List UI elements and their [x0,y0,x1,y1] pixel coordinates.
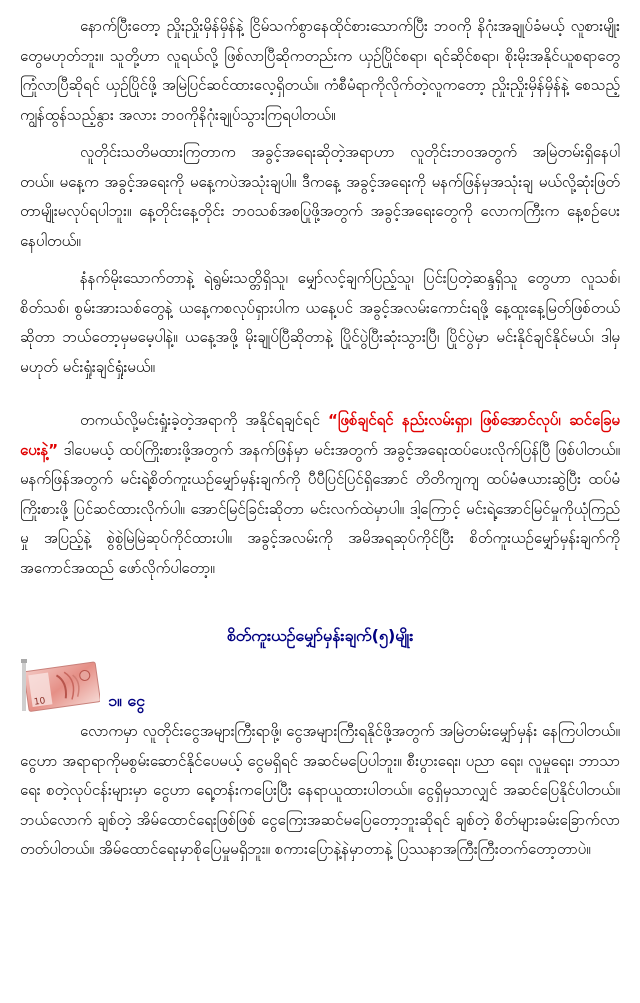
highlight-quote: “ဖြစ်ချင်ရင် နည်းလမ်းရှာ၊ ဖြစ်အောင်လုပ်၊ ဆင်ခြေမပေးနဲ့” [20,411,620,459]
paragraph-2: လူတိုင်းသတိမထားကြတာက အခွင့်အရေးဆိုတဲ့အရာဟာ လူတိုင်းဘဝအတွက် အမြဲတမ်းရှိနေပါတယ်။ မနေ့က အခွင့်အရေးကို မနေ့ကပဲအသုံးချပါ။ ဒီကနေ့ အခွင့်အရေးကို မနက်ဖြန်မှအသုံးချ မယ်လို့ဆုံးဖြတ်တာမျိုးမလုပ်ရပါဘူး။ နေ့တိုင်းနေ့တိုင်း ဘဝသစ်အစပြုဖို့အတွက် အခွင့်အရေးတွေကို လောကကြီးက နေ့စဉ်ပေးနေပါတယ်။ [20,143,620,250]
paragraph-3: နံနက်မိုးသောက်တာနဲ့ ရဲရွမ်းသတ္တိရှိသူ၊ မျှော်လင့်ချက်ပြည့်သူ၊ ပြင်းပြတဲ့ဆန္ဒရှိသူ တွေဟာ လူသစ်၊ စိတ်သစ်၊ စွမ်းအားသစ်တွေနဲ့ ယနေ့ကစလုပ်ရှားပါက ယနေ့ပင် အခွင့်အလမ်းကောင်းရဖို့ နေ့ထူးနေ့မြတ်ဖြစ်တယ်ဆိုတာ ဘယ်တော့မှမမေ့ပါနဲ့။ ယနေ့အဖို့ မိုးချုပ်ပြီဆိုတာနဲ့ ပြိုင်ပွဲပြီးဆုံးသွားပြီ၊ ပြိုင်ပွဲမှာ မင်းနိုင်ချင်နိုင်မယ်၊ ဒါမှမဟုတ် မင်းရှုံးချင်ရှုံးမယ်။ [20,269,620,376]
item-1-paragraph: လောကမှာ လူတိုင်းငွေအများကြီးရာဖို့၊ ငွေအများကြီးရနိုင်ဖို့အတွက် အမြဲတမ်းမျှော်မှန်း နေကြပါတယ်။ ငွေဟာ အရာရာကိုမစွမ်းဆောင်နိုင်ပေမယ့် ငွေမရှိရင် အဆင်မပြေပါဘူး။ စီးပွားရေး၊ ပညာ ရေး၊ လူမှုရေး၊ ဘာသာရေး စတဲ့လုပ်ငန်းများမှာ ငွေဟာ ရေ့တန်းကပြေးပြီး နေရာယူထားပါတယ်။ ငွေရှိမှသာလျှင် အဆင်ပြေနိုင်ပါတယ်။ ဘယ်လောက် ချစ်တဲ့ အိမ်ထောင်ရေးဖြစ်ဖြစ် ငွေကြေးအဆင်မပြေတော့ဘူးဆိုရင် ချစ်တဲ့ စိတ်များခမ်းခြောက်လာတတ်ပါတယ်။ အိမ်ထောင်ရေးမှာစိုပြေမှုမရှိဘူး။ စကားပြောနဲ့နဲမှာတာနဲ့ ပြဿနာအကြီးကြီးတက်တော့တာပဲ။ [20,722,620,858]
paragraph-4 [20,406,620,583]
euro-banknote-image [20,657,100,715]
item-1-header [20,655,620,715]
paragraph-1: နောက်ပြီးတော့ ညှိုးညှိုးမှိန်မှိန်နဲ့ ငြိမ်သက်စွာနေထိုင်စားသောက်ပြီး ဘဝကို နိဂုံးအချုပ်ခံမယ့် လူစားမျိုးတွေမဟုတ်ဘူး။ သူတို့ဟာ လူရယ်လို့ ဖြစ်လာပြီဆိုကတည်းက ယှဉ်ပြိုင်စရာ၊ ရင်ဆိုင်စရာ၊ စိုးမိုးအနိုင်ယူစရာတွေ ကြုံလာပြီဆိုရင် ယှဉ်ပြိုင်ဖို့ အမြဲပြင်ဆင်ထားလေ့ရှိတယ်။ ကံစီမံရာကိုလိုက်တဲ့လူကတော့ ညှိုးညှိုးမှိန်မှိန်နဲ့ စေသည့်ကျွန်ထွန်သည့်နွား အလား ဘဝကိုနိဂုံးချုပ်သွားကြရပါတယ်။ [20,17,620,124]
paragraph-4-body: ထပ်ကြိုးစားဖို့အတွက် အနက်ဖြန်မှာ မင်းအတွက် အခွင့်အရေးထပ်ပေးလိုက်ပြန်ပြီ ဖြစ်ပါတယ်။ မနက်ဖြန်အတွက် မင်းရဲ့စိတ်ကူးယဉ်မျှော်မှန်းချက်ကို ပီပီပြင်ပြင်ရှိအောင် တိတိကျကျ ထပ်မံဇယားဆွဲပြီး ထပ်မံကြိုးစားဖို့ ပြင်ဆင်ထားလိုက်ပါ။ အောင်မြင်ခြင်းဆိုတာ မင်းလက်ထဲမှာပါ။ ဒါ့ကြောင့် မင်းရဲ့အောင်မြင်မှုကိုယုံကြည်မှု အပြည့်နဲ့ စွဲစွဲမြဲမြဲဆုပ်ကိုင်ထားပါ။ အခွင့်အလမ်းကို အမိအရဆုပ်ကိုင်ပြီး စိတ်ကူးယဉ်မျှော်မှန်းချက်ကို အကောင်အထည် ဖော်လိုက်ပါတော့။ [20,440,620,577]
section-heading: စိတ်ကူးယဉ်မျှော်မှန်းချက်(၅)မျိုး [226,626,414,645]
item-1-title: ၁။ ငွေ [108,691,145,710]
banknote-value: 10 [33,696,47,708]
paragraph-4-lead: တကယ်လို့မင်းရှုံးခဲ့တဲ့အရာကို အနိုင်ရချင်ရင် [80,411,329,429]
paragraph-4-rest: ဒါပေမယ့် [58,440,120,459]
